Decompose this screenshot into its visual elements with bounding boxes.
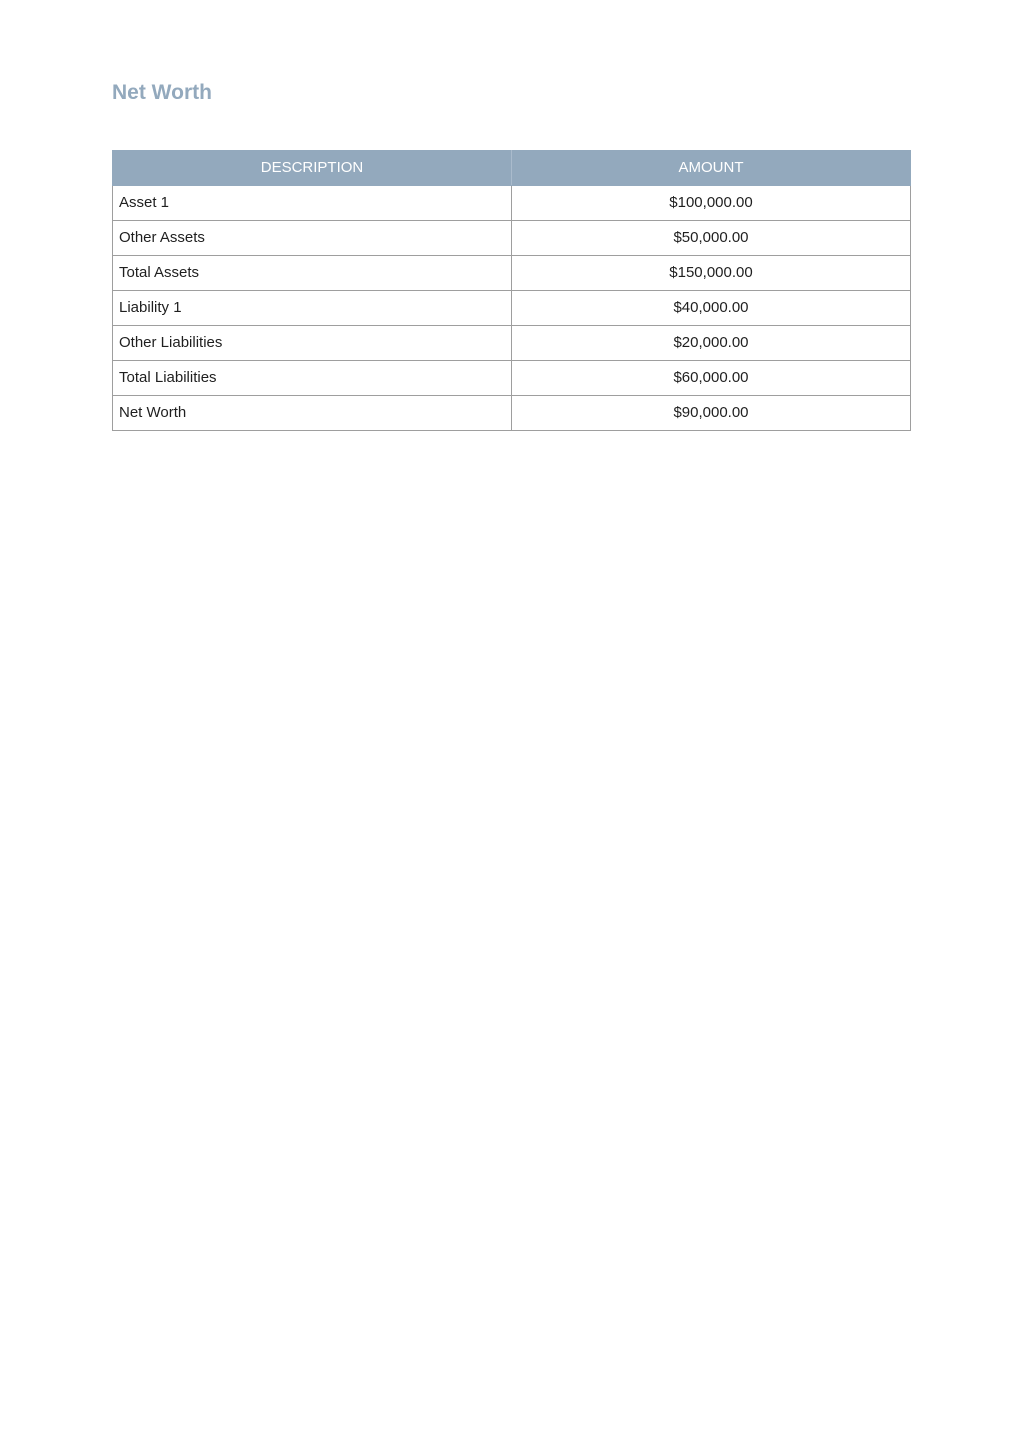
amount-cell: $20,000.00 bbox=[512, 326, 911, 361]
table-header bbox=[113, 151, 911, 186]
amount-cell: $40,000.00 bbox=[512, 291, 911, 326]
amount-cell: $150,000.00 bbox=[512, 256, 911, 291]
page-title: Net Worth bbox=[112, 81, 212, 104]
description-cell: Other Assets bbox=[113, 221, 512, 256]
table-row bbox=[113, 396, 911, 431]
table-row bbox=[113, 256, 911, 291]
description-cell: Total Liabilities bbox=[113, 361, 512, 396]
table-header-row bbox=[113, 151, 911, 186]
amount-cell: $90,000.00 bbox=[512, 396, 911, 431]
column-header-amount: AMOUNT bbox=[512, 151, 911, 186]
description-cell: Asset 1 bbox=[113, 186, 512, 221]
description-cell: Total Assets bbox=[113, 256, 512, 291]
description-cell: Other Liabilities bbox=[113, 326, 512, 361]
table-row bbox=[113, 326, 911, 361]
table-row bbox=[113, 361, 911, 396]
amount-cell: $50,000.00 bbox=[512, 221, 911, 256]
table-row bbox=[113, 221, 911, 256]
amount-cell: $60,000.00 bbox=[512, 361, 911, 396]
column-header-description: DESCRIPTION bbox=[113, 151, 512, 186]
description-cell: Liability 1 bbox=[113, 291, 512, 326]
amount-cell: $100,000.00 bbox=[512, 186, 911, 221]
table-body bbox=[113, 186, 911, 431]
description-cell: Net Worth bbox=[113, 396, 512, 431]
table-row bbox=[113, 186, 911, 221]
net-worth-table bbox=[112, 150, 911, 431]
table-row bbox=[113, 291, 911, 326]
